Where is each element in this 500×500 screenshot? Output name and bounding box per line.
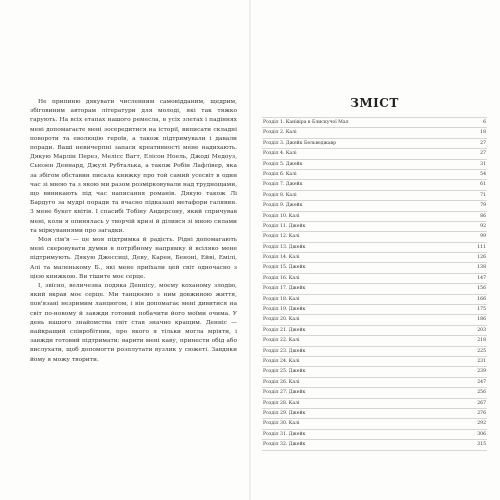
toc-entry-page: 99 xyxy=(480,234,486,240)
toc-entry xyxy=(262,170,487,180)
toc-entry-page: 61 xyxy=(480,182,486,188)
toc-entry xyxy=(262,430,487,440)
toc-entry-label: Розділ 24. Калі xyxy=(263,358,300,364)
toc-entry xyxy=(262,222,487,232)
toc-entry-label: Розділ 5. Джейк xyxy=(263,161,303,167)
toc-entry-label: Розділ 17. Джейк xyxy=(263,286,306,292)
toc-entry xyxy=(262,399,487,409)
toc-entry-label: Розділ 16. Калі xyxy=(263,275,300,281)
toc-entry-label: Розділ 6. Калі xyxy=(263,171,297,177)
toc-entry-label: Розділ 22. Калі xyxy=(263,338,300,344)
toc-entry xyxy=(262,212,487,222)
toc-entry-page: 186 xyxy=(477,317,486,323)
toc-entry xyxy=(262,128,487,138)
toc-entry-page: 175 xyxy=(477,307,486,313)
toc-entry-label: Розділ 18. Калі xyxy=(263,296,300,302)
toc-entry xyxy=(262,388,487,398)
toc-entry-page: 156 xyxy=(477,286,486,292)
toc-entry xyxy=(262,180,487,190)
toc-entry xyxy=(262,201,487,211)
toc-entry xyxy=(262,315,487,325)
toc-entry xyxy=(262,232,487,242)
toc-entry-page: 31 xyxy=(480,161,486,167)
toc-entry-page: 71 xyxy=(480,192,486,198)
toc-entry-page: 203 xyxy=(477,327,486,333)
toc-entry-label: Розділ 15. Джейк xyxy=(263,265,306,271)
toc-entry-label: Розділ 26. Калі xyxy=(263,379,300,385)
toc-entry-label: Розділ 20. Калі xyxy=(263,317,300,323)
toc-entry xyxy=(262,347,487,357)
toc-entry-page: 92 xyxy=(480,223,486,229)
toc-entry-page: 231 xyxy=(477,358,486,364)
toc-entry-page: 256 xyxy=(477,390,486,396)
toc-entry-label: Розділ 4. Калі xyxy=(263,151,297,157)
toc-entry xyxy=(262,243,487,253)
toc-entry-page: 18 xyxy=(480,130,486,136)
toc-entry-page: 86 xyxy=(480,213,486,219)
toc-entry xyxy=(262,409,487,419)
toc-entry xyxy=(262,253,487,263)
toc-entry xyxy=(262,336,487,346)
toc-entry-label: Розділ 27. Джейк xyxy=(263,390,306,396)
toc-entry-label: Розділ 2. Калі xyxy=(263,130,297,136)
toc-entry-page: 218 xyxy=(477,338,486,344)
toc-entry xyxy=(262,305,487,315)
toc-entry-page: 267 xyxy=(477,400,486,406)
toc-entry-page: 166 xyxy=(477,296,486,302)
toc-entry xyxy=(262,160,487,170)
toc-entry-label: Розділ 29. Джейк xyxy=(263,410,306,416)
toc-entry-page: 79 xyxy=(480,203,486,209)
toc-entry xyxy=(262,149,487,159)
toc-entry-page: 27 xyxy=(480,140,486,146)
toc-entry xyxy=(262,419,487,429)
toc-entry-label: Розділ 25. Джейк xyxy=(263,369,306,375)
toc-entry-page: 306 xyxy=(477,431,486,437)
toc-entry-page: 27 xyxy=(480,151,486,157)
toc-entry-label: Розділ 32. Джейк xyxy=(263,442,306,448)
toc-entry-page: 315 xyxy=(477,442,486,448)
toc-entry-page: 276 xyxy=(477,410,486,416)
toc-entry-page: 126 xyxy=(477,255,486,261)
toc-entry-page: 292 xyxy=(477,421,486,427)
toc-entry-page: 147 xyxy=(477,275,486,281)
toc-entry-label: Розділ 28. Калі xyxy=(263,400,300,406)
toc-entry-page: 247 xyxy=(477,379,486,385)
toc-entry xyxy=(262,191,487,201)
table-of-contents xyxy=(262,117,487,451)
toc-entry-label: Розділ 21. Джейк xyxy=(263,327,306,333)
toc-entry-page: 138 xyxy=(477,265,486,271)
paragraph: Моя сім'я — це моя підтримка й радість. Рідні допомагають мені скеровувати думки в потрібному напрямку й всіляко мене підтримують. Дякую Джессиці, Деву, Карен, Беноні, Ейві, Емілі, Алі та маленькому Б., які мене приїхали цей світ одночасно з цією книжкою. Ви тішите моє серце. xyxy=(30,237,237,280)
toc-entry-page: 54 xyxy=(480,171,486,177)
toc-entry xyxy=(262,139,487,149)
toc-entry-page: 6 xyxy=(483,120,486,125)
toc-entry-label: Розділ 9. Джейк xyxy=(263,203,303,209)
toc-entry xyxy=(262,326,487,336)
paragraph: Не припиню дякувати численним самовідданим, щедрим, збіговиним авторам літератури для молоді, які так тяжко гарують. На всіх етапах нашого ремесла, в усіх злетах і падіннях мені допомагаєте мені зосередитися на історії, виписати складні повороти та еволюцію героїв, а також підтримували і давали поради. Ваші невичерпні запаси креативності мене надихають. Дякую Марлін Перез, Мелісс Вагт, Елісон Ноель, Джоді Медоуз, Сьюзен Деннард, Джулі Рубталька, а також Робін Лафлівер, яка за збігом обставин писала книжку про той самий усесвіт в один час зі мною та з якою ми разом розмірковували над труднощами, що виникають під час написання романів. Дякую також Лі Бардуго за мудрі поради та вчасно підказані метафори галявин. З мене букет квітів. І спасибі Тобіну Андерсону, який спричував мені, коли я опинялась у творчій кризі й ділився зі мною силами та міркуваннями про загадки. xyxy=(30,99,237,234)
toc-entry xyxy=(262,274,487,284)
toc-entry-page: 225 xyxy=(477,348,486,354)
toc-entry-label: Розділ 7. Джейк xyxy=(263,182,303,188)
toc-entry xyxy=(262,440,487,450)
toc-entry-label: Розділ 19. Джейк xyxy=(263,307,306,313)
toc-entry-label: Розділ 1. Канівіра в Блискучої Мал xyxy=(263,120,349,125)
toc-entry-label: Розділ 30. Калі xyxy=(263,421,300,427)
toc-entry-page: 239 xyxy=(477,369,486,375)
toc-entry xyxy=(262,378,487,388)
paragraph: І, звісно, величезна подяка Деннісу, моєму коханому злодію, який вкрав моє серце. Ми танцюємо з ним довжиною життя, пов'язані незримим ланцюгом, і він допомагає мені дивитися на світ по-новому й завжди готовий побачити його моїми очима. У день нашого знайомства світ став значно кращим. Денніс — найкращий співробітник, про якого я тільки могла мріяти, і завжди готовий підтримати: варити мені каву, принести обід або вислухати, щоб допомогти розплутати вузлик у сюжеті. Завдяки йому я можу творити. xyxy=(30,283,237,363)
toc-entry-label: Розділ 3. Джейк Бельведжавр xyxy=(263,140,337,146)
toc-entry-label: Розділ 13. Джейк xyxy=(263,244,306,250)
toc-title: ЗМІСТ xyxy=(350,96,399,110)
toc-entry-page: 111 xyxy=(477,244,486,250)
acknowledgements-text xyxy=(30,98,237,365)
toc-entry-label: Розділ 23. Джейк xyxy=(263,348,306,354)
toc-entry xyxy=(262,357,487,367)
toc-entry xyxy=(262,284,487,294)
toc-entry xyxy=(262,367,487,377)
toc-entry-label: Розділ 31. Джейк xyxy=(263,431,306,437)
toc-entry-label: Розділ 10. Калі xyxy=(263,213,300,219)
toc-entry-label: Розділ 14. Калі xyxy=(263,255,300,261)
toc-entry-label: Розділ 12. Калі xyxy=(263,234,300,240)
toc-entry xyxy=(262,263,487,273)
page-gutter xyxy=(249,0,251,500)
toc-entry-label: Розділ 8. Калі xyxy=(263,192,297,198)
toc-entry xyxy=(262,295,487,305)
toc-entry xyxy=(262,117,487,128)
toc-entry-label: Розділ 11. Джейк xyxy=(263,223,306,229)
